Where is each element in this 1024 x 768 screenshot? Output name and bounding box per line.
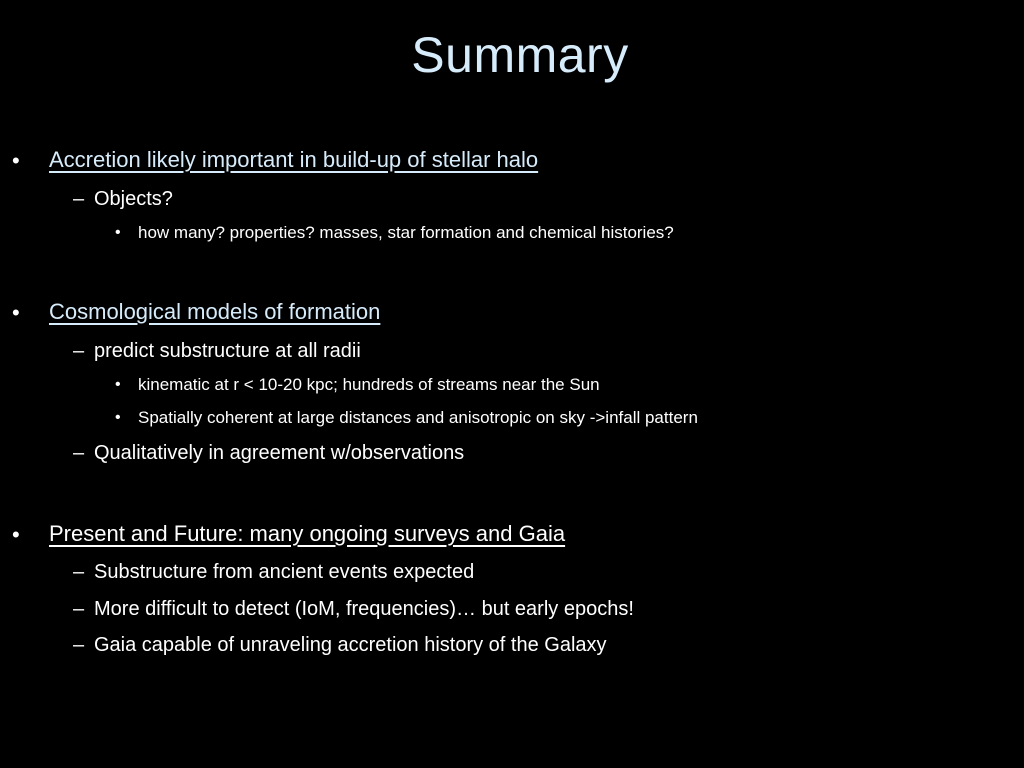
heading-link-cosmological[interactable]: Cosmological models of formation [49,299,381,324]
item-objects: Objects? [94,188,173,210]
heading-link-present-future[interactable]: Present and Future: many ongoing surveys and Gaia [49,521,566,546]
dash-glyph: – [73,561,85,583]
bullet-glyph: • [12,300,20,325]
item-qualitatively: Qualitatively in agreement w/observations [94,442,465,464]
dash-glyph: – [73,188,85,210]
bullet-glyph: • [12,148,20,173]
heading-link-accretion[interactable]: Accretion likely important in build-up of stellar halo [49,147,539,172]
item-more-difficult: More difficult to detect (IoM, frequencies)… but early epochs! [94,598,634,620]
dash-glyph: – [73,634,85,656]
item-substructure-ancient: Substructure from ancient events expected [94,561,475,583]
bullet-glyph: • [12,522,20,547]
item-predict-substructure: predict substructure at all radii [94,340,361,362]
sub-bullet-glyph: • [115,376,121,393]
dash-glyph: – [73,442,85,464]
sub-bullet-glyph: • [115,409,121,426]
dash-glyph: – [73,598,85,620]
subitem-kinematic: kinematic at r < 10-20 kpc; hundreds of streams near the Sun [138,375,600,394]
item-gaia-capable: Gaia capable of unraveling accretion history of the Galaxy [94,634,607,656]
dash-glyph: – [73,340,85,362]
subitem-spatially-coherent: Spatially coherent at large distances and anisotropic on sky ->infall pattern [138,408,698,427]
sub-bullet-glyph: • [115,224,121,241]
slide-title: Summary [411,27,629,83]
subitem-how-many: how many? properties? masses, star formation and chemical histories? [138,223,674,242]
